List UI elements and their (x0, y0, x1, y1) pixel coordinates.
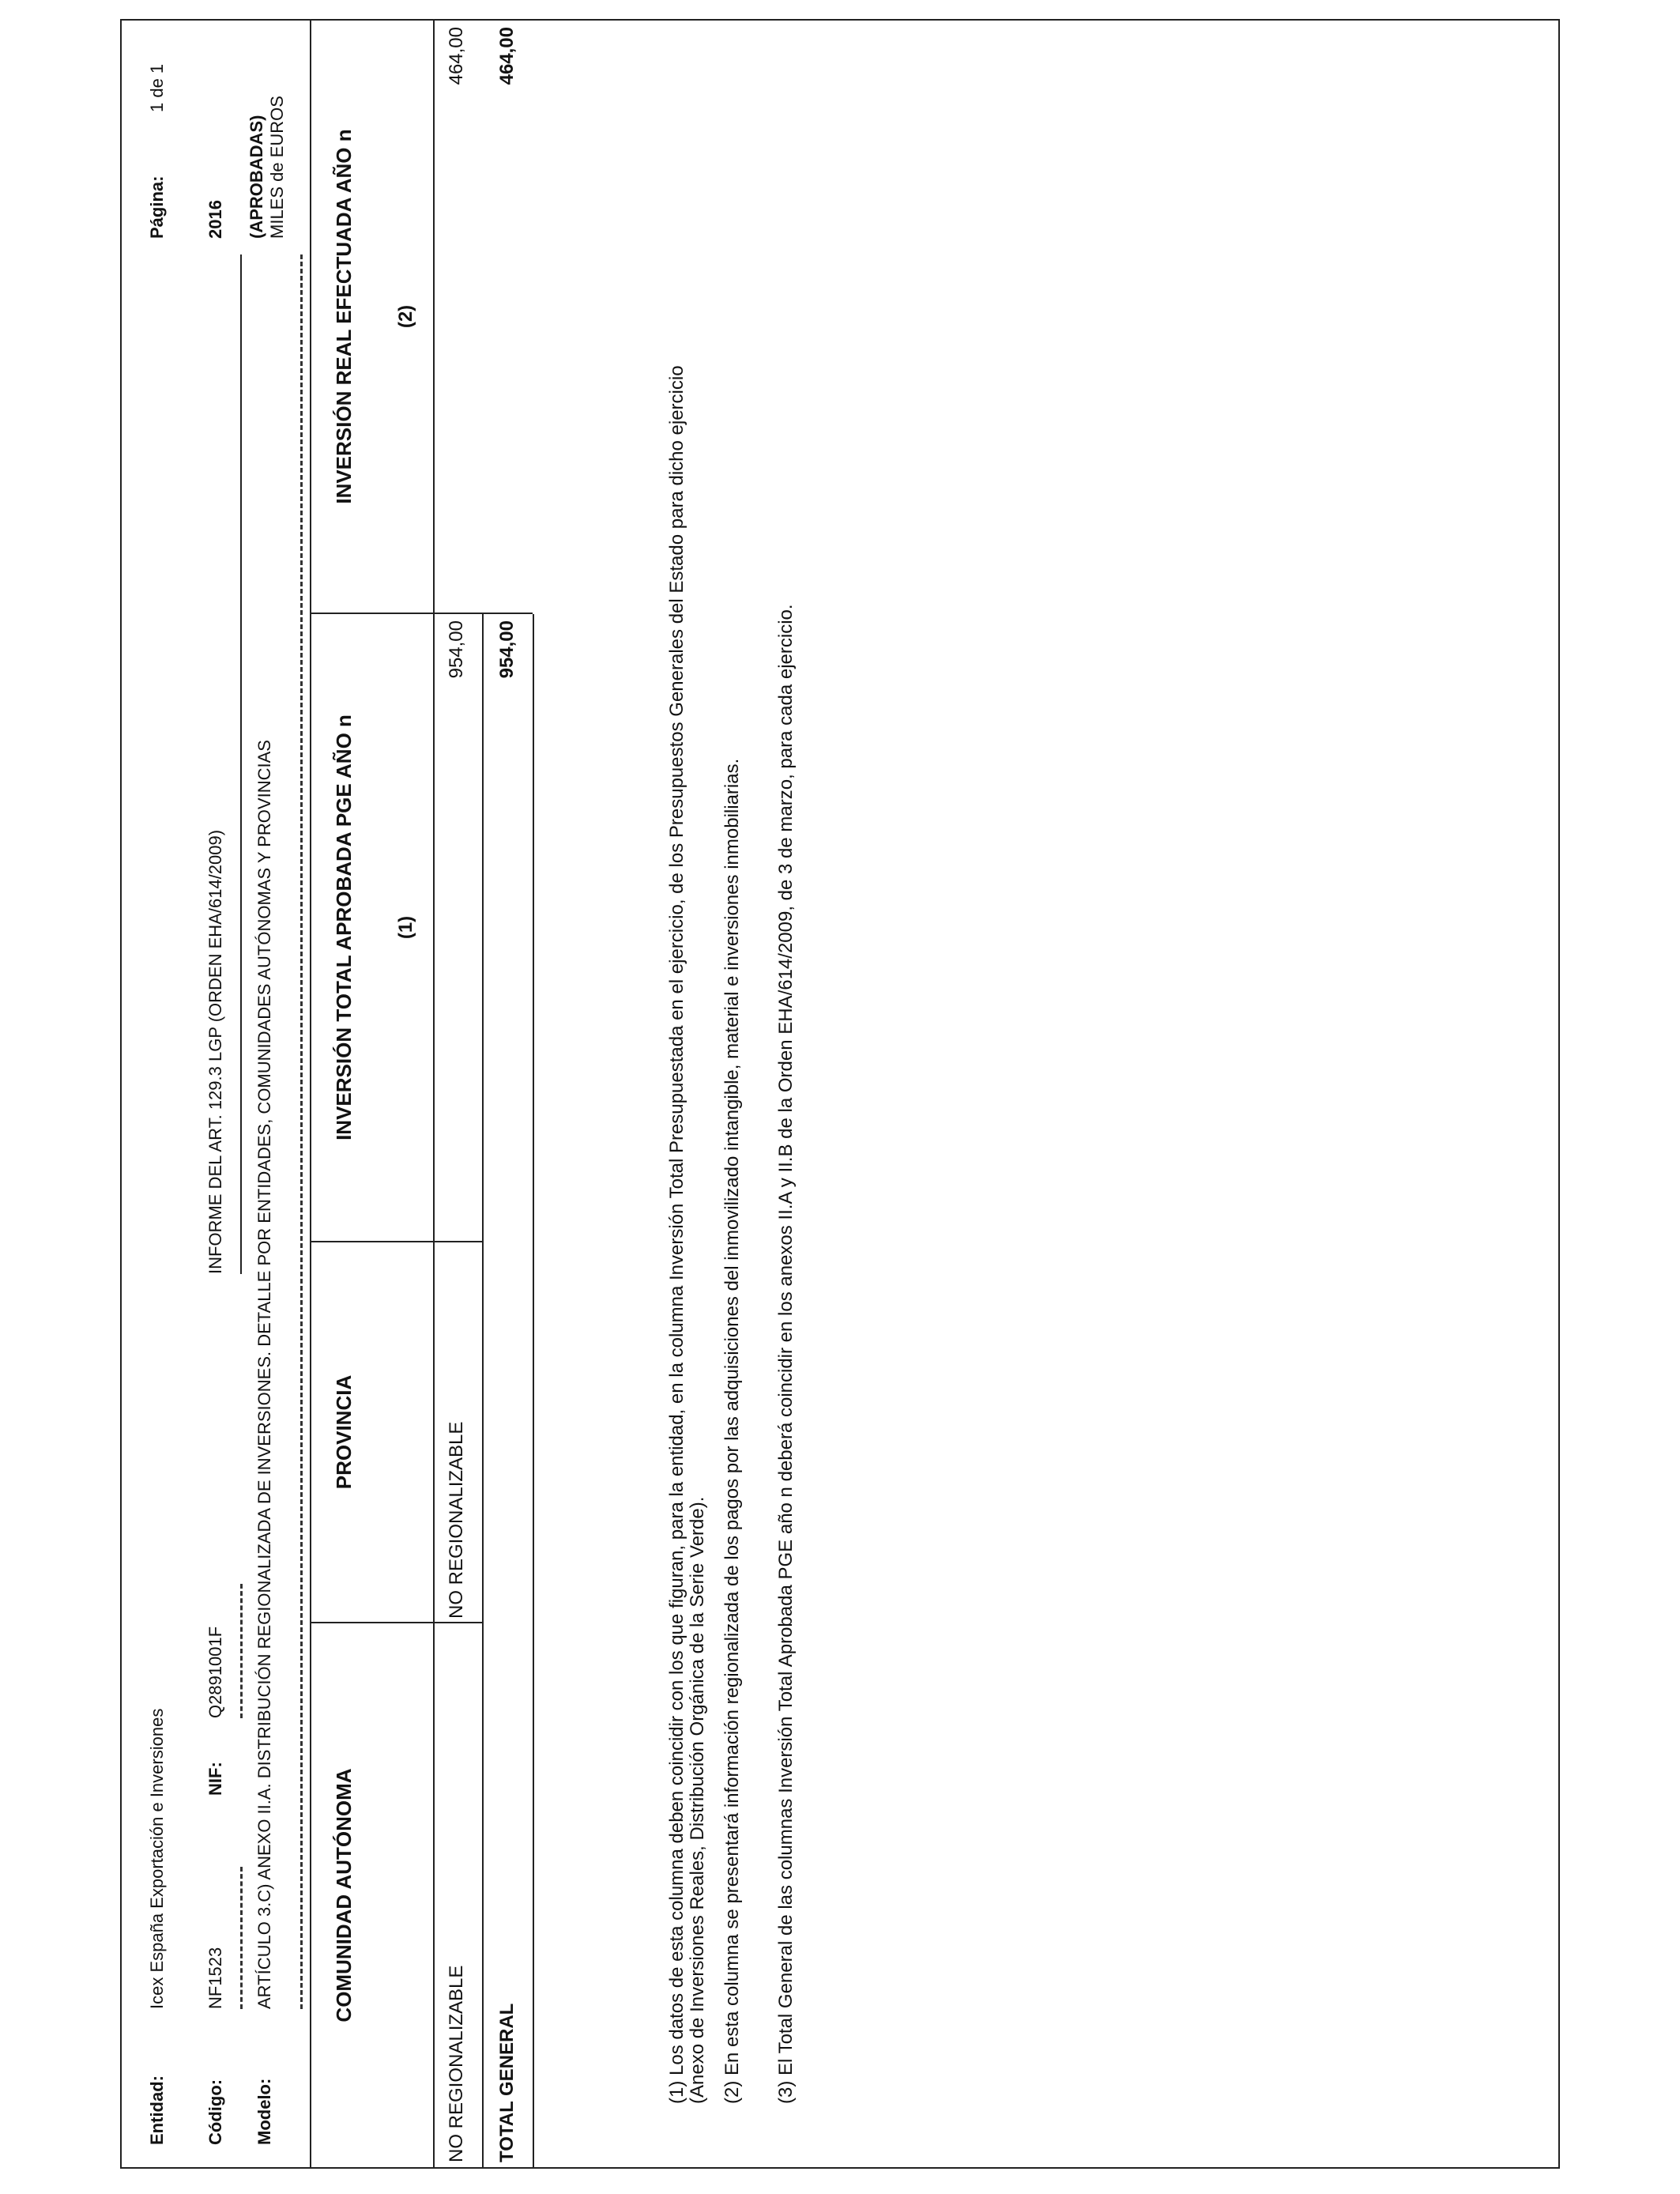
footnote-1-line1: (1) Los datos de esta columna deben coincidir con los que figuran, para la entidad, en la columna Inversión Total Presupuestada en el ejercicio, de los Presupuestos Generales del Estado para dicho ejercicio (666, 365, 687, 2104)
codigo-dashes (240, 1867, 243, 2009)
header-bottom-line (433, 21, 435, 2167)
year: 2016 (205, 200, 225, 239)
cell-comunidad: NO REGIONALIZABLE (446, 1965, 467, 2162)
unidad-label: MILES de EUROS (267, 96, 287, 239)
table-bottom-line (533, 614, 534, 2167)
pagina-label: Página: (147, 175, 167, 239)
cell-provincia: NO REGIONALIZABLE (446, 1421, 467, 1619)
rotated-document (122, 21, 1558, 2167)
cell-aprobada: 954,00 (446, 620, 467, 679)
row-bottom-line (482, 614, 484, 2167)
total-real: 464,00 (496, 27, 518, 85)
modelo-dashes (300, 254, 303, 2009)
codigo-label: Código: (205, 2079, 225, 2145)
footnote-1-line2: (Anexo de Inversiones Reales, Distribución Orgánica de la Serie Verde). (687, 1496, 708, 2104)
aprobadas-label: (APROBADAS) (247, 115, 266, 239)
footnote-2: (2) En esta columna se presentará información regionalizada de los pagos por las adquisiciones del inmovilizado intangible, material e inversiones inmobiliarias. (721, 758, 743, 2104)
col-header-provincia: PROVINCIA (332, 1374, 356, 1490)
nif-value: Q2891001F (205, 1626, 225, 1718)
col-header-comunidad: COMUNIDAD AUTÓNOMA (332, 1768, 356, 2022)
pagina-value: 1 de 1 (147, 63, 167, 112)
modelo-label: Modelo: (254, 2078, 274, 2145)
col-note-real: (2) (395, 304, 416, 329)
table-top-line (310, 21, 311, 2167)
informe-title: INFORME DEL ART. 129.3 LGP (ORDEN EHA/614/2009) (205, 829, 225, 1274)
total-aprobada: 954,00 (496, 620, 518, 679)
total-label: TOTAL GENERAL (496, 2003, 518, 2162)
nif-label: NIF: (205, 1762, 225, 1796)
entidad-value: Icex España Exportación e Inversiones (147, 1708, 167, 2009)
informe-underline (240, 254, 242, 1274)
codigo-value: NF1523 (205, 1947, 225, 2009)
footnote-3: (3) El Total General de las columnas Inversión Total Aprobada PGE año n deberá coincidir en los anexos II.A y II.B de la Orden EHA/614/2009, de 3 de marzo, para cada ejercicio. (775, 604, 797, 2104)
modelo-value: ARTÍCULO 3.C) ANEXO II.A. DISTRIBUCIÓN REGIONALIZADA DE INVERSIONES. DETALLE POR ENTIDADES, COMUNIDADES AUTÓNOMAS Y PROVINCIAS (254, 740, 274, 2009)
entidad-label: Entidad: (147, 2075, 167, 2145)
col-note-aprobada: (1) (395, 915, 416, 940)
cell-real: 464,00 (446, 27, 467, 85)
col-header-aprobada: INVERSIÓN TOTAL APROBADA PGE AÑO n (332, 714, 356, 1140)
col-header-real: INVERSIÓN REAL EFECTUADA AÑO n (332, 129, 356, 504)
nif-dashes (240, 1584, 243, 1718)
